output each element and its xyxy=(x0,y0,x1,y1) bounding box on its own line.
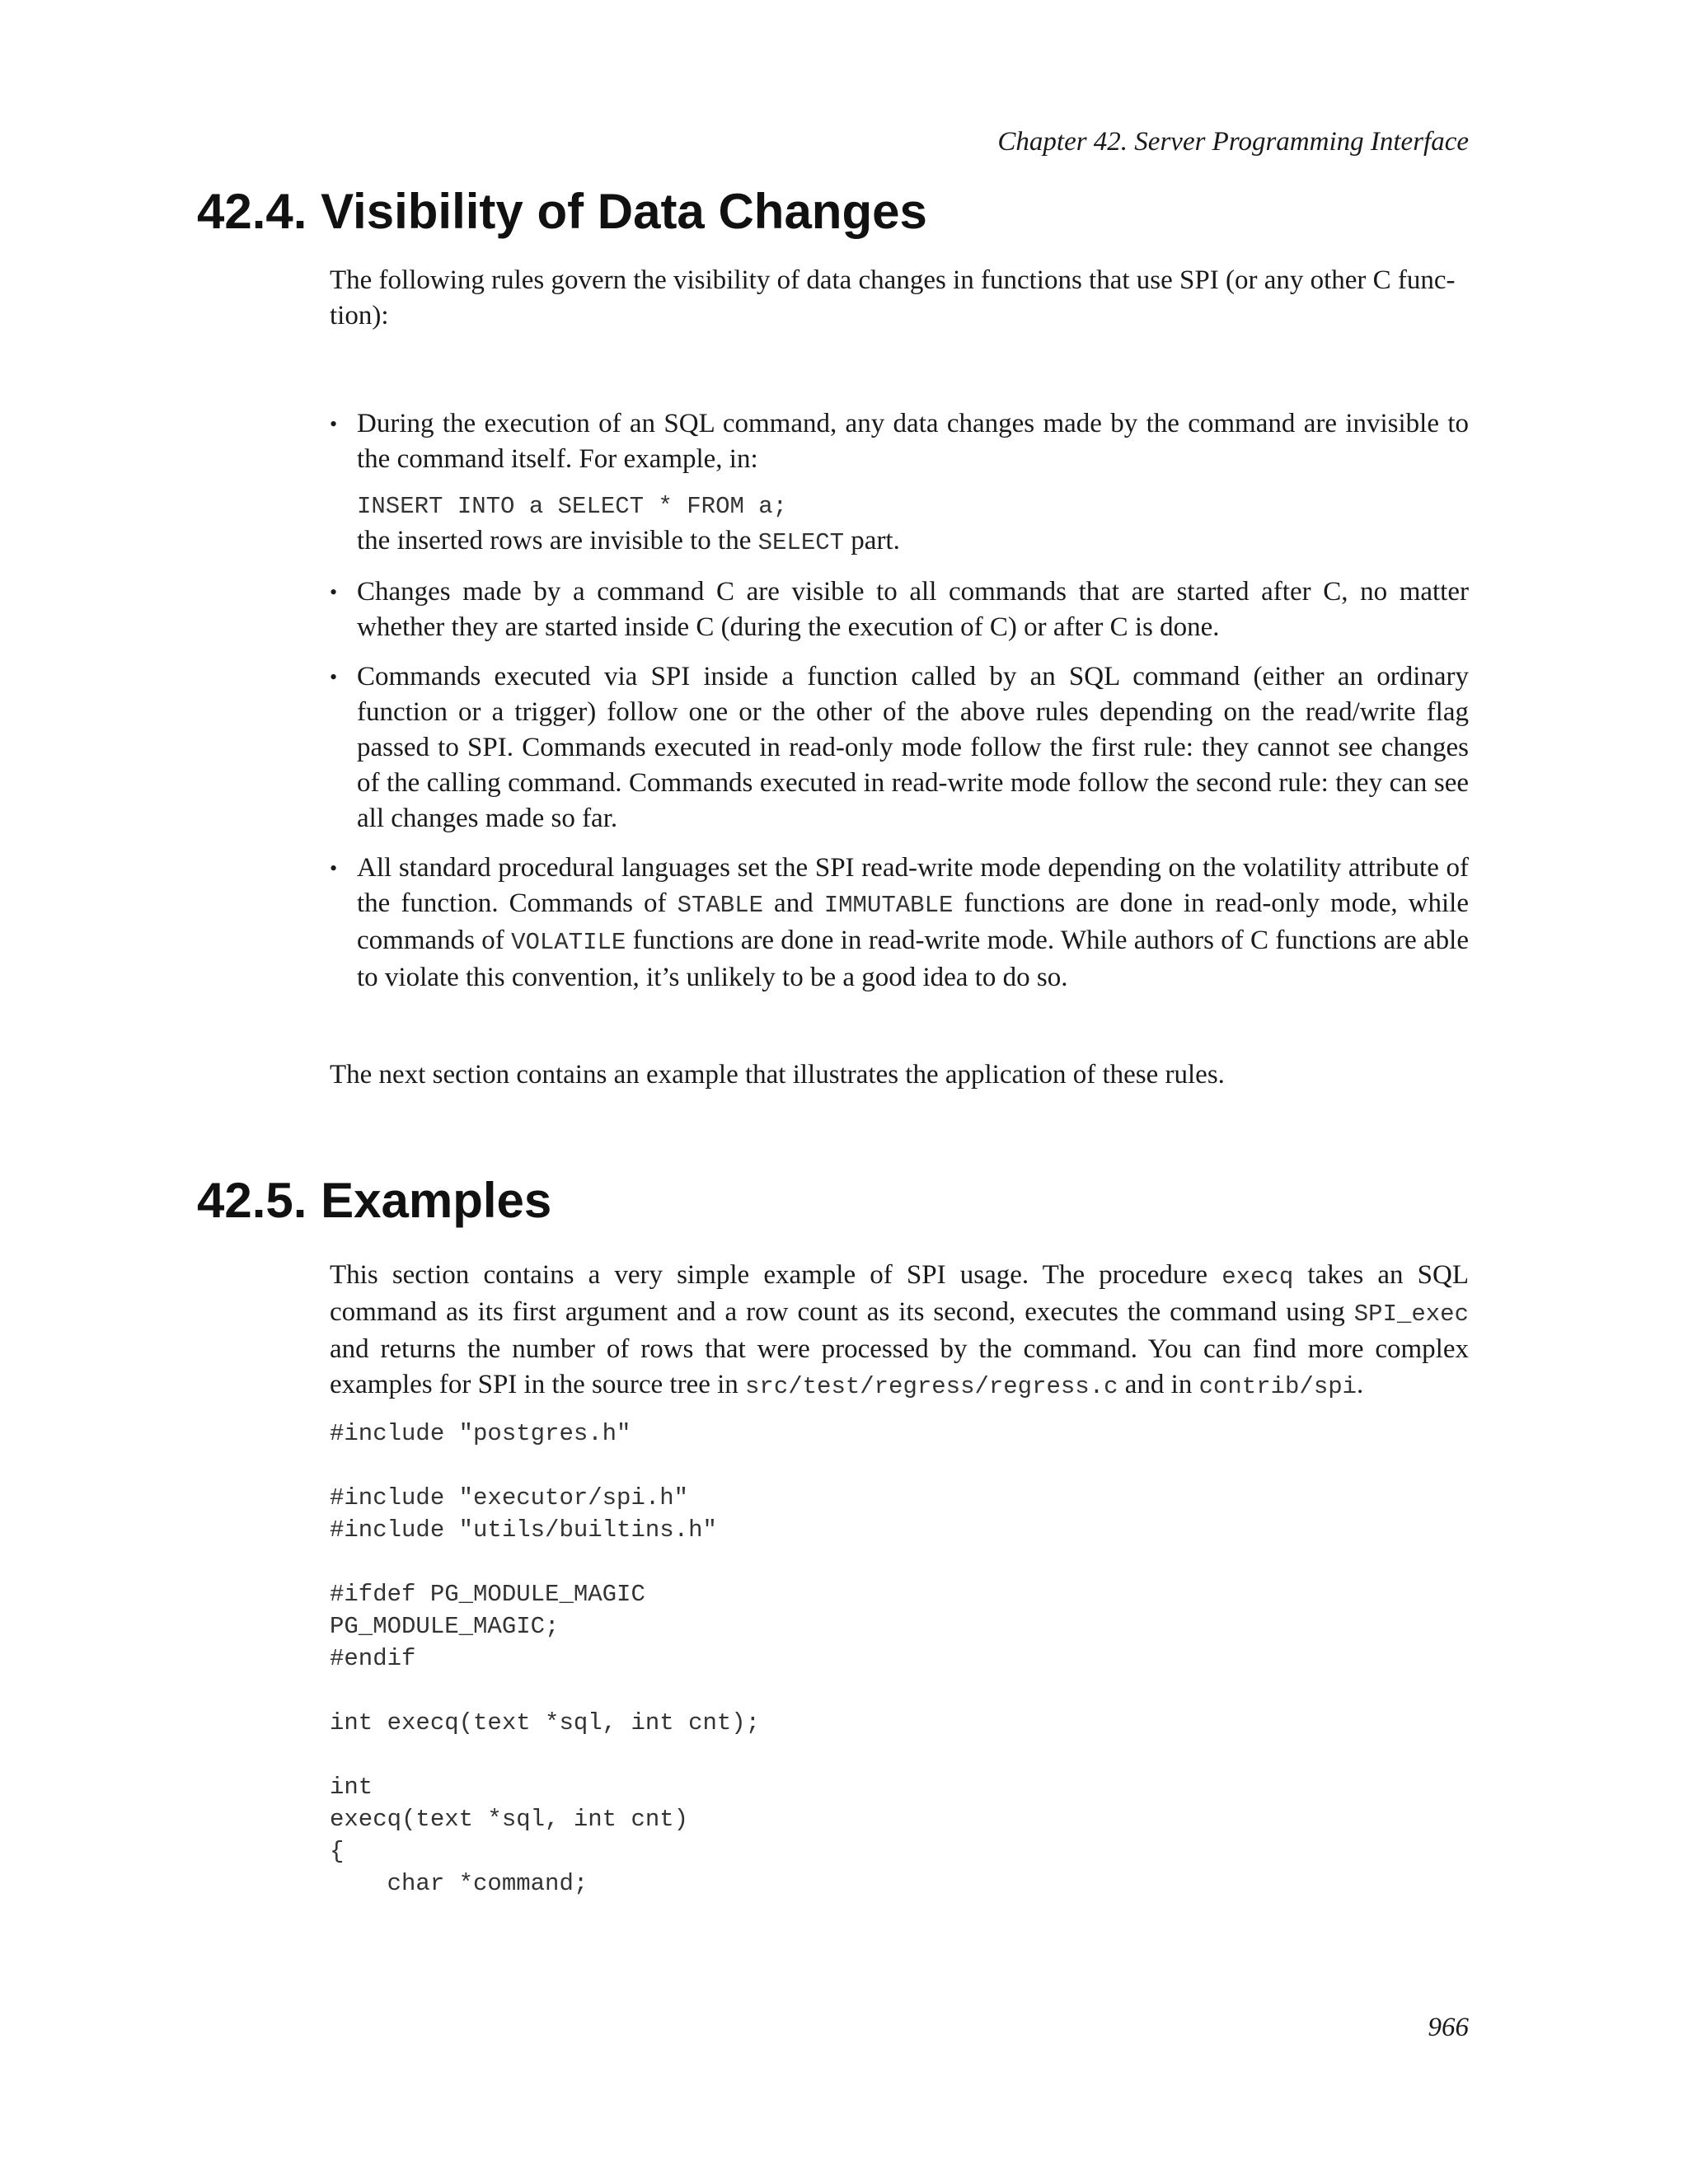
list-item xyxy=(330,574,1469,645)
section-title-visibility-of-data-changes: 42.4. Visibility of Data Changes xyxy=(197,184,927,239)
intro-text-part: and returns the number of rows that were processed by the command. You can find more complex examples for SPI in the source tree in xyxy=(330,1334,1469,1399)
visibility-rules-list xyxy=(330,406,1469,1010)
examples-intro-paragraph xyxy=(330,1258,1469,1404)
bullet-icon: • xyxy=(330,412,338,436)
rule-text: During the execution of an SQL command, any data changes made by the command are invisible to the command itself. For example, in: xyxy=(357,409,1469,474)
rule-text-part: and xyxy=(763,888,824,918)
list-item xyxy=(330,406,1469,560)
bullet-icon: • xyxy=(330,856,338,880)
rule-followup-text xyxy=(357,523,1469,560)
intro-line-2: tion): xyxy=(330,301,389,330)
rule-text-part: functions are done in read-write mode. While authors of C functions are able to violate this convention, it’s unlikely to be a good idea to do so. xyxy=(357,926,1469,992)
running-header: Chapter 42. Server Programming Interface xyxy=(997,127,1469,157)
bullet-icon: • xyxy=(330,580,338,604)
rule-text xyxy=(357,853,1469,992)
rule-text: Changes made by a command C are visible to all commands that are started after C, no matter whether they are started inside C (during the execution of C) or after C is done. xyxy=(357,577,1469,642)
inline-code-volatile: VOLATILE xyxy=(511,929,626,956)
rule-text: Commands executed via SPI inside a function called by an SQL command (either an ordinary function or a trigger) follow one or the other of the above rules depending on the read/write flag passed to SPI. Commands executed in read-only mode follow the first rule: they cannot see changes of the calling command. Commands executed in read-write mode follow the second rule: they can see all changes made so far. xyxy=(357,662,1469,833)
inline-code-spi-exec: SPI_exec xyxy=(1353,1301,1469,1328)
intro-text-part: takes an SQL command as its first argument and a row count as its second, executes the command using xyxy=(330,1260,1470,1327)
list-item xyxy=(330,659,1469,837)
inline-code-select: SELECT xyxy=(757,529,845,556)
section-title-examples: 42.5. Examples xyxy=(197,1173,552,1228)
followup-text-1: the inserted rows are invisible to the xyxy=(357,526,758,555)
section-summary-paragraph: The next section contains an example that illustrates the application of these rules. xyxy=(330,1060,1225,1090)
intro-text-part: . xyxy=(1357,1370,1364,1399)
inline-code-contrib-spi: contrib/spi xyxy=(1198,1373,1357,1400)
inline-code-stable: STABLE xyxy=(677,892,763,919)
intro-text-part: This section contains a very simple example of SPI usage. The procedure xyxy=(330,1260,1222,1290)
section-intro-paragraph xyxy=(330,263,1469,334)
inline-code-execq: execq xyxy=(1221,1263,1294,1291)
intro-text-part: and in xyxy=(1118,1370,1199,1399)
rule-text-part: functions are done in read-only mode, while commands of xyxy=(357,888,1469,955)
inline-code-immutable: IMMUTABLE xyxy=(823,892,954,919)
code-example: INSERT INTO a SELECT * FROM a; xyxy=(357,493,788,520)
page-number: 966 xyxy=(1428,2013,1469,2042)
intro-line-1: The following rules govern the visibility of data changes in functions that use SPI (or any other C func- xyxy=(330,265,1456,295)
followup-text-2: part. xyxy=(844,526,900,555)
rule-text-part: All standard procedural languages set the SPI read-write mode depending on the volatility attribute of the function. Commands of xyxy=(357,853,1469,918)
inline-code-regress-path: src/test/regress/regress.c xyxy=(745,1373,1118,1400)
bullet-icon: • xyxy=(330,665,338,689)
list-item xyxy=(330,851,1469,996)
c-code-listing: #include "postgres.h" #include "executor/spi.h" #include "utils/builtins.h" #ifdef PG_MODULE_MAGIC PG_MODULE_MAGIC; #endif int execq(text *sql, int cnt); int execq(text *sql, int cnt) { char *command; xyxy=(330,1420,761,1897)
